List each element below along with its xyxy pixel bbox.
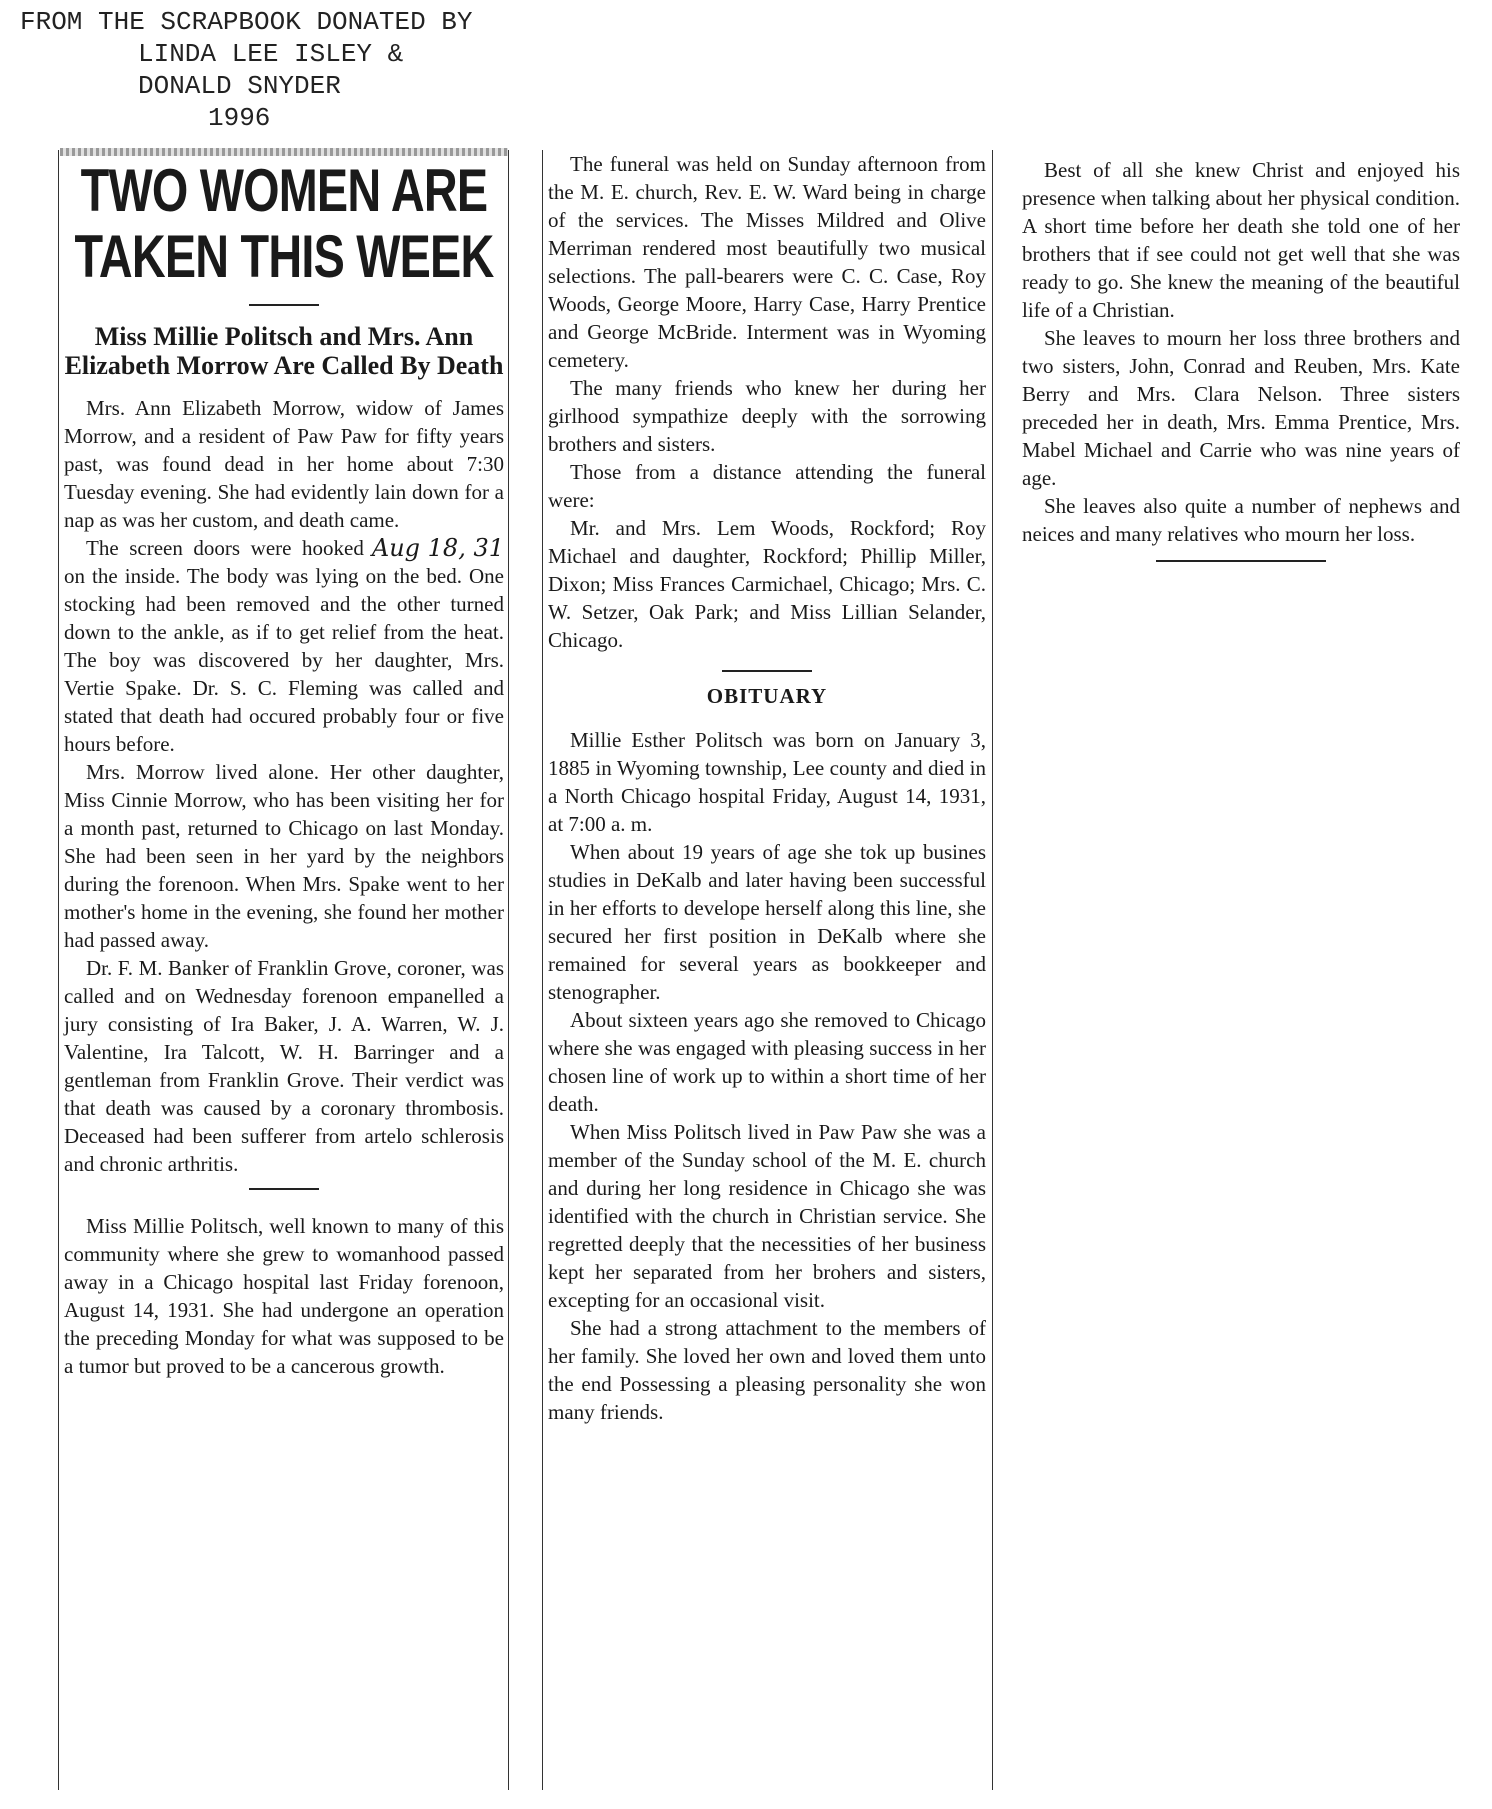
headline-line: TWO WOMEN ARE xyxy=(80,157,488,224)
headline xyxy=(66,158,503,290)
paragraph: Mr. and Mrs. Lem Woods, Rockford; Roy Michael and daughter, Rockford; Phillip Miller, Dixon; Miss Frances Carmichael, Chicago; Mrs. C. W. Setzer, Oak Park; and Miss Lillian Selander, Chicago. xyxy=(548,516,986,652)
column-2 xyxy=(548,150,986,1426)
headline-line: TAKEN THIS WEEK xyxy=(74,223,494,290)
note-line: FROM THE SCRAPBOOK DONATED BY xyxy=(20,7,473,37)
paragraph: She had a strong attachment to the members of her family. She loved her own and loved them unto the end Possessing a pleasing personality she won many friends. xyxy=(548,1316,986,1424)
section-title-obituary: OBITUARY xyxy=(706,684,828,708)
paragraph: Miss Millie Politsch, well known to many of this community where she grew to womanhood passed away in a Chicago hospital last Friday forenoon, August 14, 1931. She had undergone an operation the preceding Monday for what was supposed to be a tumor but proved to be a cancerous growth. xyxy=(64,1214,504,1378)
divider xyxy=(249,1188,319,1190)
subheadline: Miss Millie Politsch and Mrs. Ann Elizabeth Morrow Are Called By Death xyxy=(64,322,504,380)
paragraph: Best of all she knew Christ and enjoyed his presence when talking about her physical condition. A short time before her death she told one of her brothers that if see could not get well that she was ready to go. She knew the meaning of the beautiful life of a Christian. xyxy=(1022,158,1460,322)
paragraph: Mrs. Morrow lived alone. Her other daughter, Miss Cinnie Morrow, who has been visiting her for a month past, returned to Chicago on last Monday. She had been seen in her yard by the neighbors during the forenoon. When Mrs. Spake went to her mother's home in the evening, she found her mother had passed away. xyxy=(64,760,504,952)
paragraph: She leaves also quite a number of nephews and neices and many relatives who mourn her loss. xyxy=(1022,494,1460,546)
paragraph: Those from a distance attending the funeral were: xyxy=(548,460,986,512)
column-rule xyxy=(542,150,543,1790)
paragraph: She leaves to mourn her loss three brothers and two sisters, John, Conrad and Reuben, Mrs. Kate Berry and Mrs. Clara Nelson. Three sisters preceded her in death, Mrs. Emma Prentice, Mrs. Mabel Michael and Carrie who was nine years of age. xyxy=(1022,326,1460,490)
column-1 xyxy=(64,150,504,1380)
column-rule xyxy=(992,150,993,1790)
divider xyxy=(1156,560,1326,562)
divider xyxy=(722,670,812,672)
scrapbook-note xyxy=(20,6,520,134)
paragraph: Dr. F. M. Banker of Franklin Grove, coroner, was called and on Wednesday forenoon empanelled a jury consisting of Ira Baker, J. A. Warren, W. J. Valentine, Ira Talcott, W. H. Barringer and a gentleman from Franklin Grove. Their verdict was that death was caused by a coronary thrombosis. Deceased had been sufferer from artelo schlerosis and chronic arthritis. xyxy=(64,956,504,1176)
paragraph: When about 19 years of age she tok up busines studies in DeKalb and later having been successful in her efforts to develope herself along this line, she secured her first position in DeKalb where she remained for several years as bookkeeper and stenographer. xyxy=(548,840,986,1004)
paragraph: The funeral was held on Sunday afternoon from the M. E. church, Rev. E. W. Ward being in charge of the services. The Misses Mildred and Olive Merriman rendered most beautifully two musical selections. The pall-bearers were C. C. Case, Roy Woods, George Moore, Harry Case, Harry Prentice and George McBride. Interment was in Wyoming cemetery. xyxy=(548,152,986,372)
paragraph: Millie Esther Politsch was born on January 3, 1885 in Wyoming township, Lee county and died in a North Chicago hospital Friday, August 14, 1931, at 7:00 a. m. xyxy=(548,728,986,836)
paragraph: Mrs. Ann Elizabeth Morrow, widow of James Morrow, and a resident of Paw Paw for fifty years past, was found dead in her home about 7:30 Tuesday evening. She had evidently lain down for a nap as was her custom, and death came. xyxy=(64,396,504,532)
note-line: 1996 xyxy=(208,103,271,133)
column-3 xyxy=(1022,156,1460,572)
paragraph: When Miss Politsch lived in Paw Paw she was a member of the Sunday school of the M. E. church and during her long residence in Chicago she was identified with the church in Christian service. She regretted deeply that the necessities of her business kept her separated from her brohers and sisters, excepting for an occasional visit. xyxy=(548,1120,986,1312)
column-rule xyxy=(508,150,509,1790)
paragraph: About sixteen years ago she removed to Chicago where she was engaged with pleasing success in her chosen line of work up to within a short time of her death. xyxy=(548,1008,986,1116)
divider xyxy=(249,304,319,306)
paragraph: The screen doors were hooked on the inside. The body was lying on the bed. One stocking had been removed and the other turned down to the ankle, as if to get relief from the heat. The boy was discovered by her daughter, Mrs. Vertie Spake. Dr. S. C. Fleming was called and stated that death had occured probably four or five hours before. xyxy=(64,536,504,756)
paragraph: The many friends who knew her during her girlhood sympathize deeply with the sorrowing brothers and sisters. xyxy=(548,376,986,456)
note-line: LINDA LEE ISLEY & xyxy=(138,39,404,69)
note-line: DONALD SNYDER xyxy=(138,71,341,101)
column-rule xyxy=(58,150,59,1790)
handwritten-date: Aug 18, 31 xyxy=(371,534,504,562)
